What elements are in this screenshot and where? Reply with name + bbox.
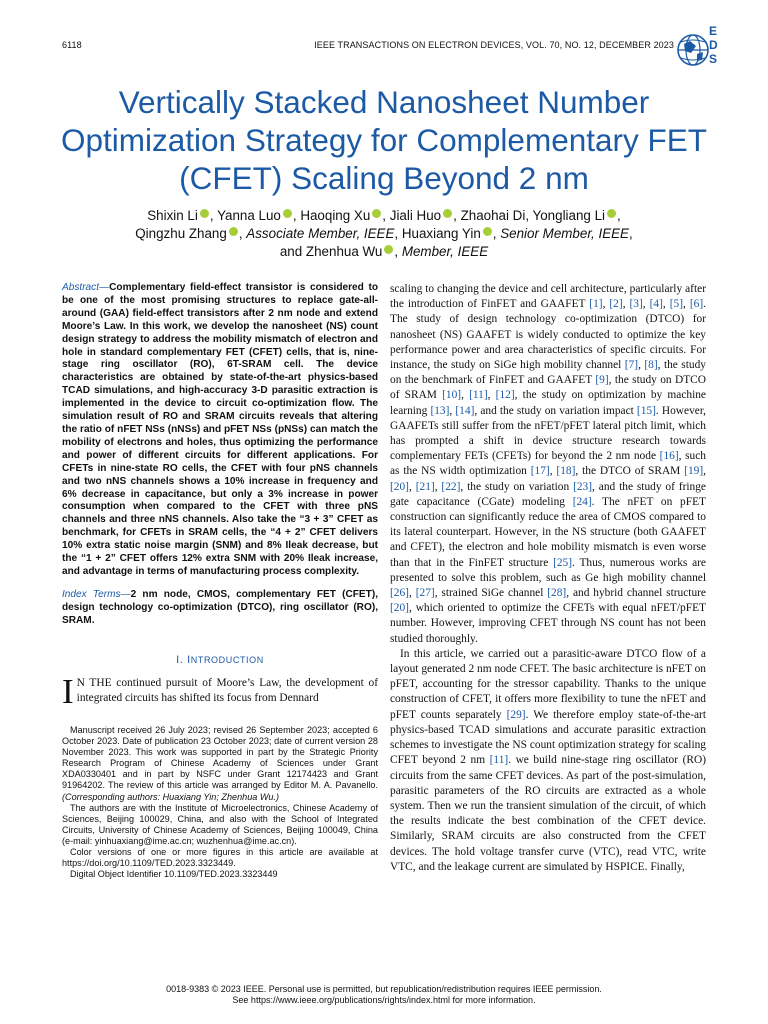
copyright-line: 0018-9383 © 2023 IEEE. Personal use is permitted, but republication/redistribution requires IEEE permission. bbox=[166, 984, 602, 994]
citation-link[interactable]: [15] bbox=[636, 404, 656, 417]
copyright-footer bbox=[62, 984, 706, 1006]
citation-link[interactable]: [3] bbox=[629, 298, 643, 311]
citation-link[interactable]: [13] bbox=[430, 404, 450, 417]
paper-title: Vertically Stacked Nanosheet Number Optimization Strategy for Complementary FET (CFET) Scaling Beyond 2 nm bbox=[61, 84, 707, 196]
author-name: Shixin Li bbox=[147, 208, 198, 223]
citation-link[interactable]: [11] bbox=[489, 754, 509, 767]
right-column bbox=[390, 282, 706, 875]
orcid-icon[interactable] bbox=[443, 209, 452, 218]
citation-link[interactable]: [12] bbox=[495, 389, 515, 402]
orcid-icon[interactable] bbox=[607, 209, 616, 218]
orcid-icon[interactable] bbox=[229, 227, 238, 236]
index-terms-label: Index Terms— bbox=[62, 588, 131, 600]
abstract-text: Complementary field-effect transistor is considered to be one of the most promising structures to replace gate-all-around (GAA) field-effect transistors after 2 nm node and extend Moore’s Law. In this work, we develop the nanosheet (NS) count design strategy to address the mobility mismatch of electron and hole in standard complementary FET (CFET) cells, that is, nine-stage ring oscillator (RO), 6T-SRAM cell. The device characteristics are obtained by state-of-the-art physics-based TCAD simulations, and high-accuracy 3-D parasitic extraction is implemented in the device to circuit co-optimization flow. The simulation result of RO and SRAM circuits reveals that altering the ratio of nFET NSs (nNSs) and pFET NSs (pNSs) can match the mobility of electrons and holes, thus optimizing the performance and power of different circuits for different applications. For CFETs in nine-state RO cells, the CFET with four pNS channels and two nNS channels shows a 10% increase in frequency and 6% decrease in capacitance, but only a 3% increase in power consumption when compared to the CFET with three pNS channels and three nNS channels. Also take the “3 + 3” CFET as benchmark, for CFETs in SRAM cells, the “4 + 2” CFET delivers 10% extra static noise margin (SNM) and 8% Ileak decrease, but the “1 + 2” CFET offers 12% extra SNM with 20% Ileak increase, and advantage in terms of manufacturing process complexity. bbox=[62, 282, 378, 577]
citation-link[interactable]: [8] bbox=[644, 359, 658, 372]
citation-link[interactable]: [10] bbox=[442, 389, 462, 402]
citation-link[interactable]: [22] bbox=[441, 480, 461, 493]
orcid-icon[interactable] bbox=[483, 227, 492, 236]
citation-link[interactable]: [29] bbox=[506, 708, 526, 721]
author-conjunction: and bbox=[279, 244, 303, 259]
citation-link[interactable]: [23] bbox=[573, 480, 593, 493]
rights-line: See https://www.ieee.org/publications/rights/index.html for more information. bbox=[232, 995, 536, 1005]
citation-link[interactable]: [27] bbox=[415, 587, 435, 600]
citation-link[interactable]: [24] bbox=[572, 495, 592, 508]
author-list: Shixin Li , Yanna Luo , Haoqing Xu , Jiali Huo , Zhaohai Di, Yongliang Li , Qingzhu Zhang , Associate Member, IEEE, Huaxiang Yin , Senior Member, IEEE, and Zhenhua Wu , Member, IEEE bbox=[135, 208, 633, 259]
author-role: Member, IEEE bbox=[401, 244, 489, 259]
orcid-icon[interactable] bbox=[200, 209, 209, 218]
eds-logo bbox=[676, 24, 720, 74]
citation-link[interactable]: [21] bbox=[415, 480, 435, 493]
journal-header: IEEE TRANSACTIONS ON ELECTRON DEVICES, VOL. 70, NO. 12, DECEMBER 2023 bbox=[314, 40, 674, 50]
author-name: Yanna Luo bbox=[217, 208, 281, 223]
index-terms-text: 2 nm node, CMOS, complementary FET (CFET), design technology co-optimization (DTCO), ring oscillator (RO), SRAM. bbox=[62, 588, 378, 626]
abstract-label: Abstract— bbox=[62, 282, 110, 293]
citation-link[interactable]: [4] bbox=[649, 298, 663, 311]
body-paragraph: scaling to changing the device and cell architecture, particularly after the introduction of FinFET and GAAFET [1], [2], [3], [4], [5], [6]. The study of design technology co-optimization (DTCO) for nanosheet (NS) GAAFET is widely conducted to optimize the key performance power and area characteristics of specific circuits. For instance, the study on SiGe high mobility channel [7], [8], the study on the benchmark of FinFET and GAAFET [9], the study on DTCO of SRAM [10], [11], [12], the study on optimization by machine learning [13], [14], and the study on variation impact [15]. However, GAAFETs still suffer from the nFET/pFET lateral pitch limit, which has prompted a shift in device structure research towards complementary FETs (CFETs) for beyond the 2 nm node [16], such as the NS width optimization [17], [18], the DTCO of SRAM [19], [20], [21], [22], the study on variation [23], and the study of fringe gate capacitance (CGate) modeling [24]. The nFET on pFET construction can significantly reduce the area of CMOS compared to its lateral counterpart. However, in the NS structure (both GAAFET and CFET), the electron and hole mobility mismatch is even worse than that in the FinFET structure [25]. Thus, numerous works are presented to solve this problem, such as Ge high mobility channel [26], [27], strained SiGe channel [28], and hybrid channel structure [20], which oriented to optimize the CFETs with equal nFET/pFET number. However, improving CFET through NS count has not been studied thoroughly. bbox=[390, 283, 707, 645]
citation-link[interactable]: [6] bbox=[689, 298, 704, 311]
author-name: Zhenhua Wu bbox=[305, 244, 383, 259]
citation-link[interactable]: [14] bbox=[455, 404, 475, 417]
author-role: Associate Member, IEEE bbox=[246, 226, 395, 241]
citation-link[interactable]: [26] bbox=[390, 587, 409, 600]
page-number: 6118 bbox=[62, 40, 82, 50]
citation-link[interactable]: [9] bbox=[595, 374, 609, 387]
intro-paragraph: I N THE continued pursuit of Moore’s Law, the development of integrated circuits has shifted its focus from Dennard bbox=[62, 671, 378, 711]
drop-cap: I bbox=[62, 671, 74, 711]
author-name: Zhaohai Di bbox=[460, 208, 526, 223]
footnotes bbox=[62, 725, 378, 880]
citation-link[interactable]: [7] bbox=[624, 359, 639, 372]
citation-link[interactable]: [28] bbox=[547, 587, 567, 600]
citation-link[interactable]: [5] bbox=[669, 298, 684, 311]
citation-link[interactable]: [19] bbox=[684, 465, 704, 478]
citation-link[interactable]: [1] bbox=[589, 298, 603, 311]
index-terms bbox=[62, 589, 378, 628]
author-name: Jiali Huo bbox=[389, 208, 442, 223]
citation-link[interactable]: [20] bbox=[390, 602, 409, 615]
footnote-doi: Digital Object Identifier 10.1109/TED.2023.3323449 bbox=[70, 869, 278, 880]
orcid-icon[interactable] bbox=[384, 245, 393, 254]
citation-link[interactable]: [11] bbox=[469, 389, 488, 402]
abstract bbox=[62, 282, 378, 579]
author-name: Huaxiang Yin bbox=[401, 226, 481, 241]
author-name: Yongliang Li bbox=[532, 208, 606, 223]
citation-link[interactable]: [25] bbox=[553, 556, 573, 569]
citation-link[interactable]: [2] bbox=[609, 298, 623, 311]
footnote-affiliation: The authors are with the Institute of Microelectronics, Chinese Academy of Sciences, Beijing 100029, China, and also with the School of Integrated Circuits, University of Chinese Academy of Sciences, Beijing 100049, China (e-mail: yinhuaxiang@ime.ac.cn; wuzhenhua@ime.ac.cn). bbox=[62, 802, 378, 846]
footnote-color: Color versions of one or more figures in this article are available at https://doi.org/10.1109/TED.2023.3323449. bbox=[62, 847, 378, 869]
body-paragraph: In this article, we carried out a parasitic-aware DTCO flow of a layout generated 2 nm node CFET. The basic architecture is nFET on pFET, accounting for the stressor capability. Thanks to the unique construction of CFET, it offers more flexibility to tune the nFET and pFET counts separately [29]. We therefore employ state-of-the-art physics-based TCAD simulations and accurate parasitic extraction schemes to investigate the NS count optimization strategy for scaling CFET beyond 2 nm [11]. we build nine-stage ring oscillator (RO) circuits from the same CFET devices. As part of the post-simulation, parasitic parameters of the RO circuits are extracted as a whole system. Then we run the transient simulation of the circuit, of which the results indicate the best combination of the CFET device. Similarly, SRAM circuits are also constructed from the CFET devices. The hold voltage transfer curve (VTC), read VTC, write VTC, and the leakage current are simulated by HSPICE. Finally, bbox=[390, 647, 706, 873]
orcid-icon[interactable] bbox=[372, 209, 381, 218]
orcid-icon[interactable] bbox=[283, 209, 292, 218]
left-column bbox=[62, 282, 378, 880]
author-role: Senior Member, IEEE bbox=[500, 226, 629, 241]
logo-letters: EDS bbox=[709, 24, 718, 66]
author-name: Qingzhu Zhang bbox=[135, 226, 227, 241]
footnote-manuscript: Manuscript received 26 July 2023; revised 26 September 2023; accepted 6 October 2023. Date of publication 23 October 2023; date of current version 28 November 2023. This work was supported in part by the Strategic Priority Research Program of Chinese Academy of Sciences under Grant XDA0330401 and in part by NSFC under Grant 12174423 and Grant 91964202. The review of this article was arranged by Editor M. A. Pavanello. (Corresponding authors: Huaxiang Yin; Zhenhua Wu.) bbox=[62, 724, 378, 802]
citation-link[interactable]: [20] bbox=[390, 480, 409, 493]
citation-link[interactable]: [16] bbox=[659, 450, 679, 463]
section-heading: I. INTRODUCTION bbox=[176, 653, 264, 666]
citation-link[interactable]: [17] bbox=[530, 465, 550, 478]
author-name: Haoqing Xu bbox=[300, 208, 371, 223]
citation-link[interactable]: [18] bbox=[556, 465, 576, 478]
